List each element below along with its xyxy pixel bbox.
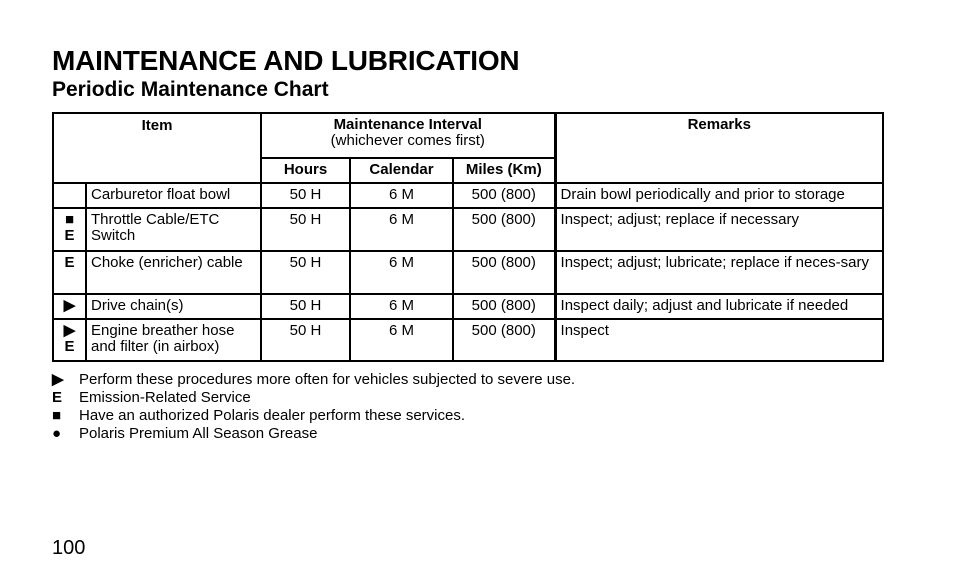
table-row [53, 294, 883, 319]
emission-icon: E [64, 338, 75, 355]
emission-icon: E [52, 389, 63, 406]
row-calendar: 6 M [350, 251, 453, 294]
circle-icon: ● [52, 425, 62, 442]
column-header-remarks: Remarks [555, 113, 883, 183]
interval-sublabel: (whichever comes first) [330, 132, 485, 149]
row-calendar: 6 M [350, 294, 453, 319]
legend-item [52, 425, 575, 443]
row-calendar: 6 M [350, 183, 453, 208]
square-icon: ■ [64, 211, 75, 228]
row-symbol-cell [53, 294, 86, 319]
row-symbol-cell [53, 183, 86, 208]
triangle-icon: ▶ [52, 371, 64, 388]
legend [52, 371, 575, 443]
table-row [53, 183, 883, 208]
legend-text: Emission-Related Service [79, 389, 251, 406]
row-symbol-cell [53, 319, 86, 361]
column-header-interval [261, 113, 555, 158]
row-hours: 50 H [261, 294, 350, 319]
row-hours: 50 H [261, 183, 350, 208]
row-miles: 500 (800) [453, 251, 555, 294]
section-subtitle: Periodic Maintenance Chart [52, 78, 329, 101]
row-miles: 500 (800) [453, 294, 555, 319]
column-header-miles: Miles (Km) [453, 158, 555, 183]
column-header-calendar: Calendar [350, 158, 453, 183]
row-miles: 500 (800) [453, 183, 555, 208]
legend-text: Have an authorized Polaris dealer perform these services. [79, 407, 466, 424]
row-item: Choke (enricher) cable [86, 251, 261, 294]
interval-label: Maintenance Interval [333, 116, 482, 133]
row-remarks: Inspect daily; adjust and lubricate if needed [555, 294, 883, 319]
row-miles: 500 (800) [453, 319, 555, 361]
legend-item [52, 389, 575, 407]
row-remarks: Inspect [555, 319, 883, 361]
row-item: Throttle Cable/ETC Switch [86, 208, 261, 251]
table-row [53, 208, 883, 251]
row-symbol-cell [53, 251, 86, 294]
page-number: 100 [52, 537, 86, 559]
table-row [53, 251, 883, 294]
column-header-hours: Hours [261, 158, 350, 183]
row-calendar: 6 M [350, 319, 453, 361]
row-hours: 50 H [261, 251, 350, 294]
row-symbol-cell [53, 208, 86, 251]
table-row [53, 319, 883, 361]
row-item: Carburetor float bowl [86, 183, 261, 208]
page-title: MAINTENANCE AND LUBRICATION [52, 45, 520, 76]
column-header-item: Item [53, 113, 261, 183]
legend-item [52, 371, 575, 389]
triangle-icon: ▶ [63, 322, 76, 339]
row-remarks: Inspect; adjust; lubricate; replace if neces-sary [555, 251, 883, 294]
row-miles: 500 (800) [453, 208, 555, 251]
row-calendar: 6 M [350, 208, 453, 251]
emission-icon: E [64, 227, 75, 244]
emission-icon: E [64, 254, 75, 271]
legend-item [52, 407, 575, 425]
triangle-icon: ▶ [63, 297, 76, 314]
row-item: Engine breather hose and filter (in airbox) [86, 319, 261, 361]
maintenance-table [52, 112, 884, 362]
legend-text: Polaris Premium All Season Grease [79, 425, 318, 442]
row-hours: 50 H [261, 208, 350, 251]
legend-text: Perform these procedures more often for vehicles subjected to severe use. [79, 371, 576, 388]
square-icon: ■ [52, 407, 62, 424]
row-remarks: Inspect; adjust; replace if necessary [555, 208, 883, 251]
row-item: Drive chain(s) [86, 294, 261, 319]
row-remarks: Drain bowl periodically and prior to storage [555, 183, 883, 208]
row-hours: 50 H [261, 319, 350, 361]
